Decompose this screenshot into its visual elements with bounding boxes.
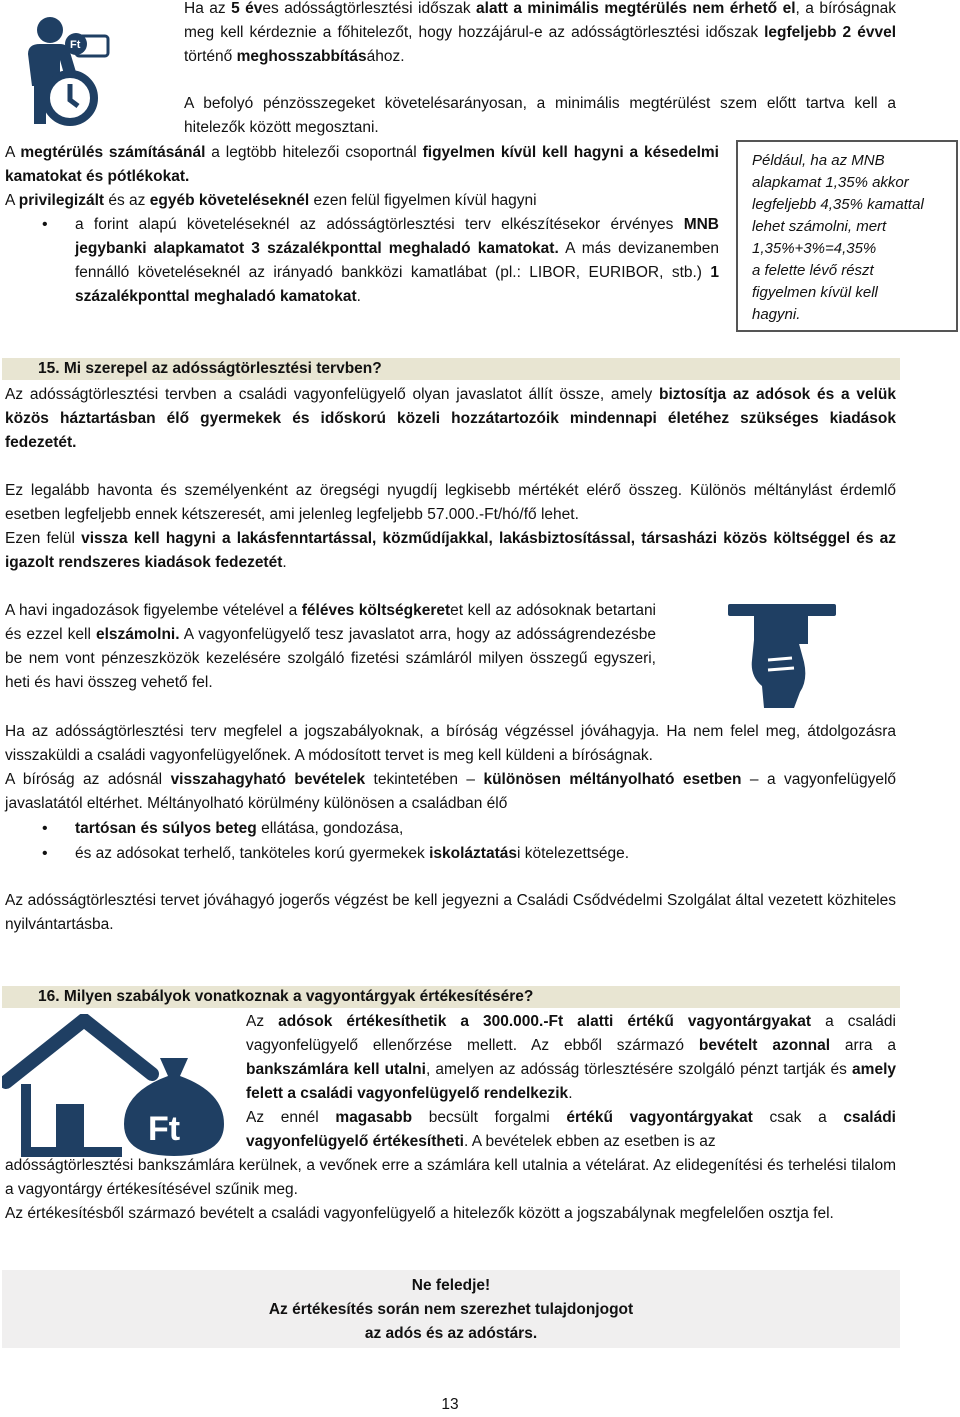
reminder-line-2: az adós és az adóstárs.	[364, 1325, 538, 1342]
p-minimum-amount: Ez legalább havonta és személyenként az öregségi nyugdíj legkisebb mértékét elérő összeg. Különös méltánylást érdemlő esetben legfeljebb ennek kétszeresét, ami jelenleg legfeljebb 57.000.-Ft/hó/fő lehet.	[5, 482, 896, 523]
p-plan-contents: Az adósságtörlesztési tervben a családi vagyonfelügyelő olyan javaslatot állít össze, amely biztosítja az adósok és a velük közös háztartásban élő gyermekek és időskorú közeli hozzátartozóik mindennapi életéhez szükséges kiadások fedezetét.	[5, 386, 896, 451]
house-money-bag-icon	[2, 1014, 236, 1160]
p-court-approval: Ha az adósságtörlesztési terv megfelel a jogszabályoknak, a bíróság végzéssel jóváhagyja. Ha nem felel meg, átdolgozásra visszaküldi a családi vagyonfelügyelőnek. A módosított tervet is meg kell küldeni a bíróságnak.	[5, 723, 896, 764]
coin-ft-label: Ft	[70, 39, 81, 51]
p-sell-small: Az adósok értékesíthetik a 300.000.-Ft alatti értékű vagyontárgyakat a családi vagyonfelügyelő ellenőrzése mellett. Az ebből származó bevételt azonnal arra a bankszámlára kell utalni, amelyen az adósság törlesztésére szolgáló pénzt tartják és amely felett a családi vagyonfelügyelő rendelkezik.	[246, 1013, 896, 1102]
p-housing-costs: Ezen felül vissza kell hagyni a lakásfenntartással, közműdíjakkal, lakásbiztosítással, társasházi közös költséggel és az igazolt rendszeres kiadások fedezetét.	[5, 530, 896, 571]
p-sell-large: Az ennél magasabb becsült forgalmi értékű vagyontárgyakat csak a családi vagyonfelügyelő értékesítheti. A bevételek ebben az esetben is az	[246, 1109, 896, 1150]
reminder-box	[2, 1270, 900, 1348]
page-number: 13	[441, 1396, 459, 1413]
section-heading-16: 16. Milyen szabályok vonatkoznak a vagyontárgyak értékesítésére?	[2, 986, 900, 1008]
p-half-year-budget: A havi ingadozások figyelembe vételével a féléves költségkeretet kell az adósoknak betartani és ezzel kell elszámolni. A vagyonfelügyelő tesz javaslatot arra, hogy az adósságrendezésbe be nem vont pénzeszközök kezelésére szolgáló fizetési számláról milyen összegű egyszeri, heti és havi összeg vehető fel.	[5, 602, 657, 691]
card-payment-icon	[724, 600, 840, 710]
bullet-dot: •	[42, 216, 48, 233]
bullet-schooling: és az adósokat terhelő, tanköteles korú gyermekek iskoláztatási kötelezettsége.	[75, 845, 630, 862]
reminder-title: Ne feledje!	[411, 1277, 491, 1294]
bag-ft-label: Ft	[148, 1110, 181, 1148]
p-distribute-proceeds: Az értékesítésből származó bevételt a családi vagyonfelügyelő a hitelezők között a jogszabálynak megfelelően osztja fel.	[5, 1205, 834, 1222]
p-registry: Az adósságtörlesztési tervet jóváhagyó jogerős végzést be kell jegyezni a Családi Csődvédelmi Szolgálat által vezetett közhiteles nyilvántartásba.	[5, 892, 896, 933]
bullet-dot: •	[42, 820, 48, 837]
p-extension: Ha az 5 éves adósságtörlesztési időszak alatt a minimális megtérülés nem érhető el, a bíróságnak meg kell kérdeznie a főhitelezőt, hogy hozzájárul-e az adósságtörlesztési időszak legfeljebb 2 évvel történő meghosszabbításához.	[184, 0, 897, 65]
p-recovery: A megtérülés számításánál a legtöbb hitelezői csoportnál figyelmen kívül kell hagyni a késedelmi kamatokat és pótlékokat.	[5, 144, 719, 185]
bullet-ill-care: tartósan és súlyos beteg ellátása, gondozása,	[75, 820, 404, 837]
bullet-dot: •	[42, 845, 48, 862]
section-heading-15: 15. Mi szerepel az adósságtörlesztési tervben?	[2, 358, 900, 380]
p-court-deviation: A bíróság az adósnál visszahagyható bevételek tekintetében – különösen méltányolható esetben – a vagyonfelügyelő javaslatától eltérhet. Méltányolható körülmény különösen a családban élő	[5, 771, 897, 812]
p-distribution: A befolyó pénzösszegeket követelésarányosan, a minimális megtérülést szem előtt tartva kell a hitelezők között megosztani.	[184, 95, 896, 136]
reminder-line-1: Az értékesítés során nem szerezhet tulajdonjogot	[268, 1301, 634, 1318]
debtor-clock-icon	[14, 14, 114, 126]
p-privileged: A privilegizált és az egyéb követeléseknél ezen felül figyelmen kívül hagyni	[5, 192, 537, 209]
p-privileged-bullet: a forint alapú követeléseknél az adósságtörlesztési terv elkészítésekor érvényes MNB jegybanki alapkamatot 3 százalékponttal meghaladó kamatokat. A más devizanemben fennálló követeléseknél az irányadó bankközi kamatlábat (pl.: LIBOR, EURIBOR, stb.) 1 százalékponttal meghaladó kamatokat.	[75, 216, 719, 305]
p-sell-large-cont: adósságtörlesztési bankszámlára kerülnek, a vevőnek erre a számlára kell utalnia a vételárat. Az elidegenítési és terhelési tilalom a vagyontárgy értékesítésével szűnik meg.	[5, 1157, 896, 1198]
note-box: Például, ha az MNB alapkamat 1,35% akkor legfeljebb 4,35% kamattal lehet számolni, mert 1,35%+3%=4,35% a felette lévő részt figyelmen kívül kell hagyni.	[736, 140, 958, 332]
